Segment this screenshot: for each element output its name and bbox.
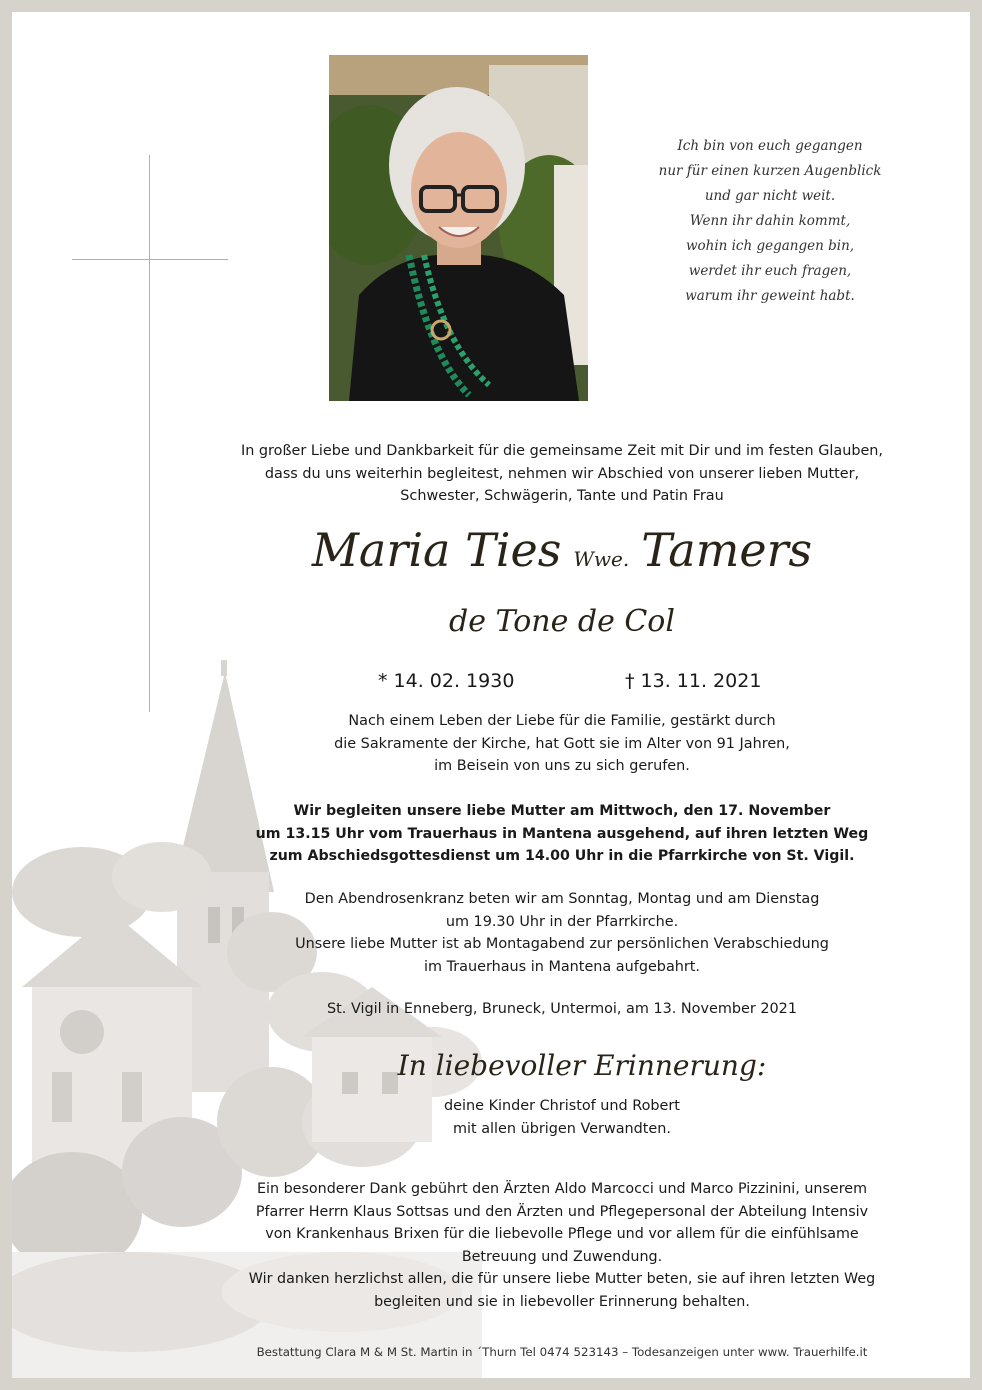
thanks-line: begleiten und sie in liebevoller Erinnerung behalten. [374, 1293, 750, 1310]
mourners [192, 1095, 932, 1140]
rosary-info [192, 888, 932, 978]
poem-line: Wenn ihr dahin kommt, [689, 213, 851, 229]
poem-line: warum ihr geweint habt. [685, 288, 855, 304]
rosary-line: Unsere liebe Mutter ist ab Montagabend zur persönlichen Verabschiedung [295, 936, 829, 952]
intro-line: Schwester, Schwägerin, Tante und Patin Frau [400, 488, 724, 504]
poem-line: werdet ihr euch fragen, [688, 263, 852, 279]
portrait-photo [329, 55, 588, 401]
funeral-line: Wir begleiten unsere liebe Mutter am Mittwoch, den 17. November [293, 803, 831, 819]
thanks-line: Wir danken herzlichst allen, die für unsere liebe Mutter beten, sie auf ihren letzten Weg [248, 1271, 876, 1287]
intro-line: dass du uns weiterhin begleitest, nehmen wir Abschied von unserer lieben Mutter, [264, 465, 860, 482]
deceased-name [212, 520, 912, 589]
deceased-alias: de Tone de Col [449, 604, 675, 639]
funeral-info [192, 800, 932, 868]
poem-line: und gar nicht weit. [704, 188, 836, 204]
poem-line: Ich bin von euch gegangen [677, 138, 863, 154]
cross-vertical-bar [149, 155, 150, 712]
intro-line: In großer Liebe und Dankbarkeit für die gemeinsame Zeit mit Dir und im festen Glauben, [240, 443, 883, 459]
rosary-line: im Trauerhaus in Mantena aufgebahrt. [423, 958, 701, 975]
intro-text [192, 440, 932, 508]
cross-horizontal-bar [72, 259, 228, 260]
thanks-line: Pfarrer Herrn Klaus Sottsas und den Ärzten und Pflegepersonal der Abteilung Intensiv [255, 1203, 869, 1220]
life-line: Nach einem Leben der Liebe für die Familie, gestärkt durch [348, 713, 776, 729]
widow-abbreviation: Wwe. [573, 547, 630, 571]
life-line: im Beisein von uns zu sich gerufen. [434, 758, 690, 774]
thanks-line: Betreuung und Zuwendung. [461, 1248, 663, 1265]
funeral-line: um 13.15 Uhr vom Trauerhaus in Mantena ausgehend, auf ihren letzten Weg [255, 825, 869, 842]
poem-line: nur für einen kurzen Augenblick [658, 163, 882, 179]
thanks-text [192, 1178, 932, 1313]
thanks-line: von Krankenhaus Brixen für die liebevolle Pflege und vor allem für die einfühlsame [265, 1226, 859, 1242]
poem-line: wohin ich gegangen bin, [685, 238, 855, 254]
funeral-home-footer: Bestattung Clara M & M St. Martin in ´Thurn Tel 0474 523143 – Todesanzeigen unter www. Trauerhilfe.it [256, 1345, 868, 1359]
place-date: St. Vigil in Enneberg, Bruneck, Untermoi, am 13. November 2021 [327, 1001, 797, 1017]
mourners-line: deine Kinder Christof und Robert [444, 1098, 680, 1114]
life-line: die Sakramente der Kirche, hat Gott sie im Alter von 91 Jahren, [334, 735, 790, 752]
obituary-page [12, 12, 970, 1378]
mourners-line: mit allen übrigen Verwandten. [453, 1120, 671, 1137]
rosary-line: Den Abendrosenkranz beten wir am Sonntag, Montag und am Dienstag [304, 891, 820, 907]
thanks-line: Ein besonderer Dank gebührt den Ärzten Aldo Marcocci und Marco Pizzinini, unserem [256, 1181, 868, 1197]
last-name: Tamers [641, 523, 813, 577]
life-text [192, 710, 932, 778]
funeral-line: zum Abschiedsgottesdienst um 14.00 Uhr in die Pfarrkirche von St. Vigil. [269, 848, 855, 864]
poem [642, 134, 898, 309]
memory-heading: In liebevoller Erinnerung: [397, 1049, 767, 1082]
first-name: Maria Ties [311, 523, 562, 577]
death-date: † 13. 11. 2021 [625, 670, 762, 692]
birth-date: * 14. 02. 1930 [378, 670, 515, 692]
rosary-line: um 19.30 Uhr in der Pfarrkirche. [445, 913, 679, 930]
